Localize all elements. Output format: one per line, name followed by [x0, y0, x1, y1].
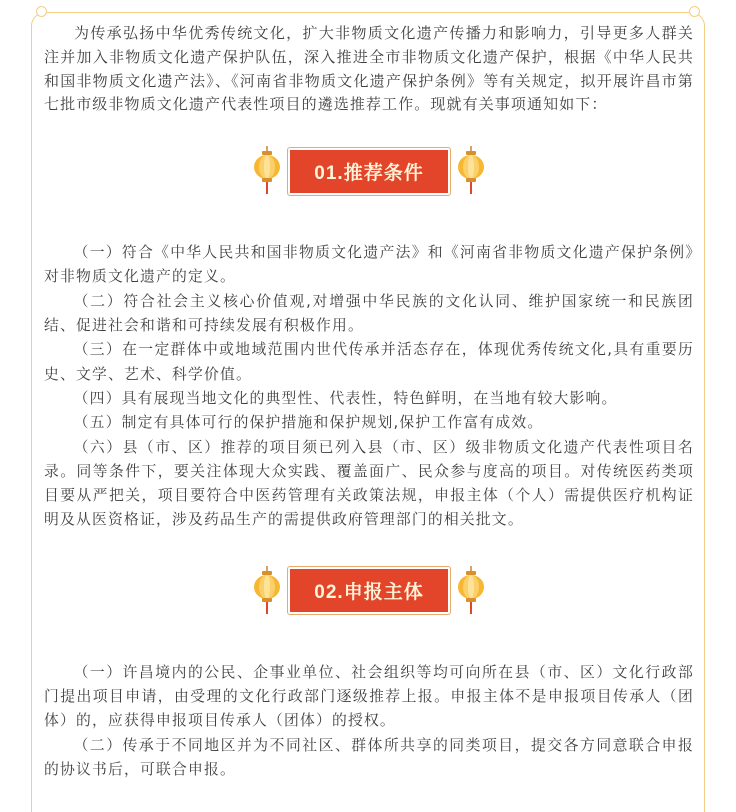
section-title: 02.申报主体	[290, 569, 447, 612]
list-item: （六）县（市、区）推荐的项目须已列入县（市、区）级非物质文化遗产代表性项目名录。同等条件下，要关注体现大众实践、覆盖面广、民众参与度高的项目。对传统医药类项目要从严把关，项目要符合中医药管理有关政策法规，申报主体（个人）需提供医疗机构证明及从医资格证，涉及药品生产的需提供政府管理部门的相关批文。	[44, 438, 694, 529]
list-item: （二）传承于不同地区并为不同社区、群体所共享的同类项目，提交各方同意联合申报的协议书后，可联合申报。	[44, 736, 694, 778]
section-title: 01.推荐条件	[290, 150, 447, 193]
lantern-icon	[253, 146, 281, 196]
list-item: （五）制定有具体可行的保护措施和保护规划,保护工作富有成效。	[73, 414, 544, 432]
lantern-icon	[457, 146, 485, 196]
frame-corner-dot-left	[36, 6, 47, 17]
requirements-list	[44, 241, 694, 533]
section-applicants	[44, 559, 694, 782]
section-requirements	[44, 139, 694, 533]
list-item: （一）符合《中华人民共和国非物质文化遗产法》和《河南省非物质文化遗产保护条例》对非物质文化遗产的定义。	[44, 244, 694, 286]
list-item: （一）许昌境内的公民、企事业单位、社会组织等均可向所在县（市、区）文化行政部门提出项目申请，由受理的文化行政部门逐级推荐上报。申报主体不是申报项目传承人（团体）的，应获得申报项目传承人（团体）的授权。	[44, 663, 694, 730]
list-item: （三）在一定群体中或地域范围内世代传承并活态存在，体现优秀传统文化,具有重要历史、文学、艺术、科学价值。	[44, 341, 694, 383]
section-title-banner	[287, 566, 450, 615]
frame-corner-dot-right	[689, 6, 700, 17]
section-title-banner	[287, 147, 450, 196]
list-item: （二）符合社会主义核心价值观,对增强中华民族的文化认同、维护国家统一和民族团结、促进社会和谐和可持续发展有积极作用。	[44, 292, 694, 335]
applicants-list	[44, 661, 694, 782]
lantern-icon	[457, 566, 485, 616]
article-body	[44, 22, 694, 782]
list-item: （四）具有展现当地文化的典型性、代表性，特色鲜明，在当地有较大影响。	[73, 389, 618, 407]
intro-paragraph: 为传承弘扬中华优秀传统文化，扩大非物质文化遗产传播力和影响力，引导更多人群关注并加入非物质文化遗产保护队伍，深入推进全市非物质文化遗产保护，根据《中华人民共和国非物质文化遗产法》、《河南省非物质文化遗产保护条例》等有关规定，拟开展许昌市第七批市级非物质文化遗产代表性项目的遴选推荐工作。现就有关事项通知如下：	[44, 24, 694, 114]
section-header	[44, 139, 694, 203]
section-header	[44, 559, 694, 623]
lantern-icon	[253, 566, 281, 616]
